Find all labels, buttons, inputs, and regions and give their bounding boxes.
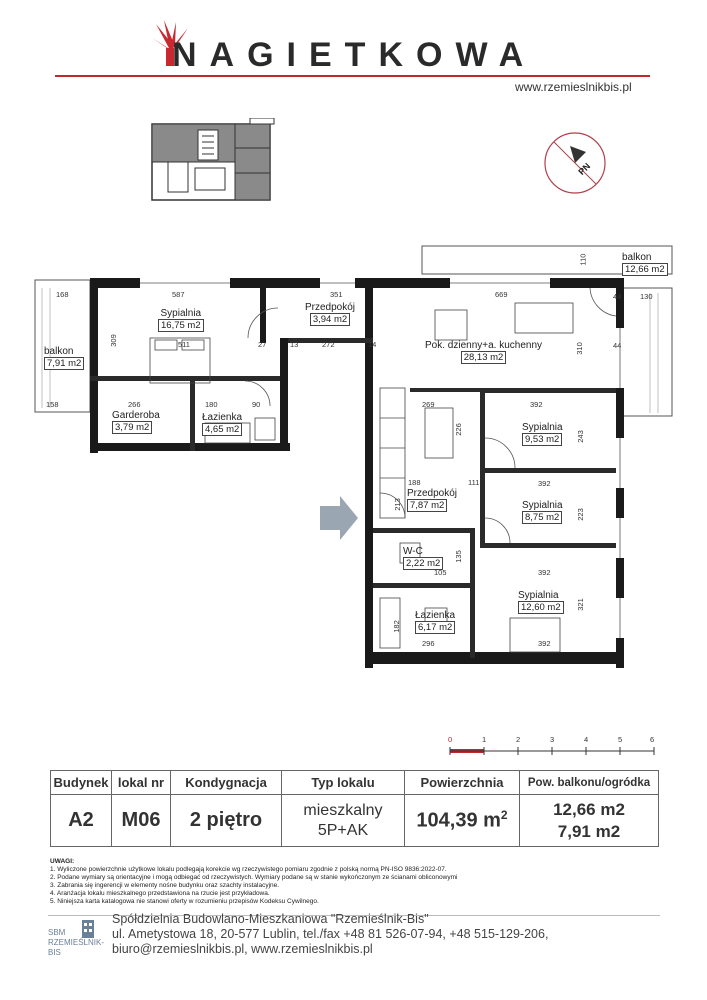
room-balkon-left: [44, 346, 84, 370]
room-lazienka-1: [202, 412, 242, 436]
powierzchnia-number: 104,39 m: [416, 809, 501, 832]
dimension: 14: [368, 340, 377, 349]
room-name: Łazienka: [415, 610, 456, 621]
value-typ: [282, 795, 405, 847]
compass-label: PN: [576, 161, 593, 177]
header-balkon: Pow. balkonu/ogródka: [520, 771, 659, 795]
room-lazienka-2: [415, 610, 455, 634]
powierzchnia-sup: 2: [500, 808, 508, 823]
dimension: 44: [613, 341, 622, 350]
header-budynek: Budynek: [51, 771, 112, 795]
dimension: 351: [330, 290, 343, 299]
dimension: 226: [453, 423, 463, 436]
room-name: Przedpokój: [407, 488, 458, 499]
room-area: 12,66 m2: [622, 263, 668, 276]
room-name: W-C: [403, 546, 423, 557]
room-sypialnia-1: [158, 308, 204, 332]
dimension: 392: [538, 639, 551, 648]
room-przedpokoj-2: [407, 488, 457, 512]
room-przedpokoj-1: [305, 302, 355, 326]
room-name: Sypialnia: [522, 500, 563, 511]
room-area: 3,79 m2: [112, 421, 152, 434]
dimension: 44: [613, 292, 622, 301]
scale-tick: 6: [650, 735, 655, 744]
typ-line-2: 5P+AK: [317, 821, 369, 839]
room-wc: [403, 546, 443, 570]
footer-org: Spółdzielnia Budowlano-Mieszkaniowa "Rzemieślnik-Bis": [112, 912, 429, 926]
room-balkon-top: [622, 252, 668, 276]
scale-tick: 0: [448, 735, 453, 744]
dimension: 392: [538, 479, 551, 488]
value-lokal: M06: [112, 795, 171, 847]
room-name: balkon: [44, 346, 74, 357]
dimension: 188: [408, 478, 421, 487]
note-item: 3. Zabrania się ingerencji w elementy nośne budynku oraz szachty instalacyjne.: [50, 882, 280, 889]
room-area: 2,22 m2: [403, 557, 443, 570]
scale-tick: 4: [584, 735, 589, 744]
balkon-2: 7,91 m2: [557, 821, 621, 841]
dimension: 587: [172, 290, 185, 299]
room-name: Łazienka: [202, 412, 243, 423]
room-area: 7,87 m2: [407, 499, 447, 512]
dimension: 272: [322, 340, 335, 349]
room-sypialnia-4: [518, 590, 564, 614]
brand-divider: [55, 75, 650, 77]
key-plan: [150, 118, 275, 203]
dimension: 392: [538, 568, 551, 577]
room-name: Sypialnia: [160, 308, 202, 319]
compass: [540, 128, 610, 198]
room-name: Sypialnia: [518, 590, 559, 601]
room-area: 16,75 m2: [158, 319, 204, 332]
dimension: 180: [205, 400, 218, 409]
note-item: 4. Aranżacja lokalu mieszkalnego przedstawiona na rzucie jest przykładowa.: [50, 890, 270, 897]
dimension: 130: [640, 292, 653, 301]
room-pokoj-dzienny: [425, 340, 542, 364]
notes: [50, 858, 670, 906]
dimension: 392: [530, 400, 543, 409]
footer-email: biuro@rzemieslnikbis.pl, www.rzemieslnikbis.pl: [112, 942, 373, 956]
room-name: Przedpokój: [305, 302, 356, 313]
room-name: Sypialnia: [522, 422, 563, 433]
note-item: 5. Niniejsza karta katalogowa nie stanowi oferty w rozumieniu przepisów Kodeksu Cywilnego.: [50, 898, 319, 905]
room-area: 8,75 m2: [522, 511, 562, 524]
room-area: 3,94 m2: [310, 313, 350, 326]
dimension: 296: [422, 639, 435, 648]
value-balkon: [520, 795, 659, 847]
balkon-1: 12,66 m2: [553, 799, 625, 819]
brand-website: www.rzemieslnikbis.pl: [515, 80, 632, 94]
sbm-logo-text: SBM RZEMIEŚLNIK-BIS: [48, 928, 105, 957]
header-typ: Typ lokalu: [282, 771, 405, 795]
info-table-row: [51, 795, 659, 847]
dimension: 269: [422, 400, 435, 409]
dimension: 321: [575, 598, 585, 611]
header-powierzchnia: Powierzchnia: [405, 771, 520, 795]
scale-tick: 2: [516, 735, 521, 744]
value-kondygnacja: 2 piętro: [171, 795, 282, 847]
header-lokal: lokal nr: [112, 771, 171, 795]
dimension: 90: [252, 400, 261, 409]
room-area: 9,53 m2: [522, 433, 562, 446]
dimension: 13: [290, 340, 299, 349]
scale-tick: 5: [618, 735, 623, 744]
scale-tick: 3: [550, 735, 555, 744]
typ-line-1: mieszkalny: [303, 801, 383, 819]
value-budynek: A2: [51, 795, 112, 847]
room-sypialnia-3: [522, 500, 563, 524]
dimension: 310: [574, 342, 584, 355]
dimension: 511: [178, 340, 190, 349]
info-table-header: [51, 771, 659, 795]
dimension: 27: [258, 340, 267, 349]
room-name: Pok. dzienny+a. kuchenny: [425, 340, 543, 351]
scale-tick: 1: [482, 735, 487, 744]
room-name: balkon: [622, 252, 652, 263]
note-item: 2. Podane wymiary są orientacyjne i mogą odbiegać od rzeczywistych. Wymiary podane są w stanie wykończonym ze ścianami obliconowymi: [50, 874, 458, 881]
dimension: 223: [575, 508, 585, 521]
dimension: 135: [453, 550, 463, 563]
note-item: 1. Wyliczone powierzchnie użytkowe lokalu podlegają korekcie wg rzeczywistego pomiaru zgodnie z polską normą PN-ISO 9836:2022-07.: [50, 866, 447, 873]
dimension: 158: [46, 400, 59, 409]
brand-title: NAGIETKOWA: [172, 36, 537, 74]
room-area: 28,13 m2: [461, 351, 507, 364]
dimension: 309: [108, 334, 118, 347]
room-area: 4,65 m2: [202, 423, 242, 436]
room-area: 6,17 m2: [415, 621, 455, 634]
dimension: 669: [495, 290, 508, 299]
footer-address: ul. Ametystowa 18, 20-577 Lublin, tel./fax +48 81 526-07-94, +48 515-129-206,: [112, 927, 549, 941]
dimension: 243: [575, 430, 585, 443]
dimension: 266: [128, 400, 141, 409]
room-name: Garderoba: [112, 410, 160, 421]
header-kondygnacja: Kondygnacja: [171, 771, 282, 795]
notes-title: UWAGI:: [50, 858, 75, 865]
room-area: 12,60 m2: [518, 601, 564, 614]
room-garderoba: [112, 410, 160, 434]
room-area: 7,91 m2: [44, 357, 84, 370]
info-table: [50, 770, 659, 847]
dimension: 105: [434, 568, 447, 577]
dimension: 110: [578, 253, 588, 266]
dimension: 182: [391, 620, 401, 633]
value-powierzchnia: [405, 795, 520, 847]
dimension: 213: [392, 498, 402, 511]
footer-contact: [112, 912, 548, 957]
dimension: 111: [468, 478, 480, 487]
room-sypialnia-2: [522, 422, 563, 446]
dimension: 168: [56, 290, 69, 299]
